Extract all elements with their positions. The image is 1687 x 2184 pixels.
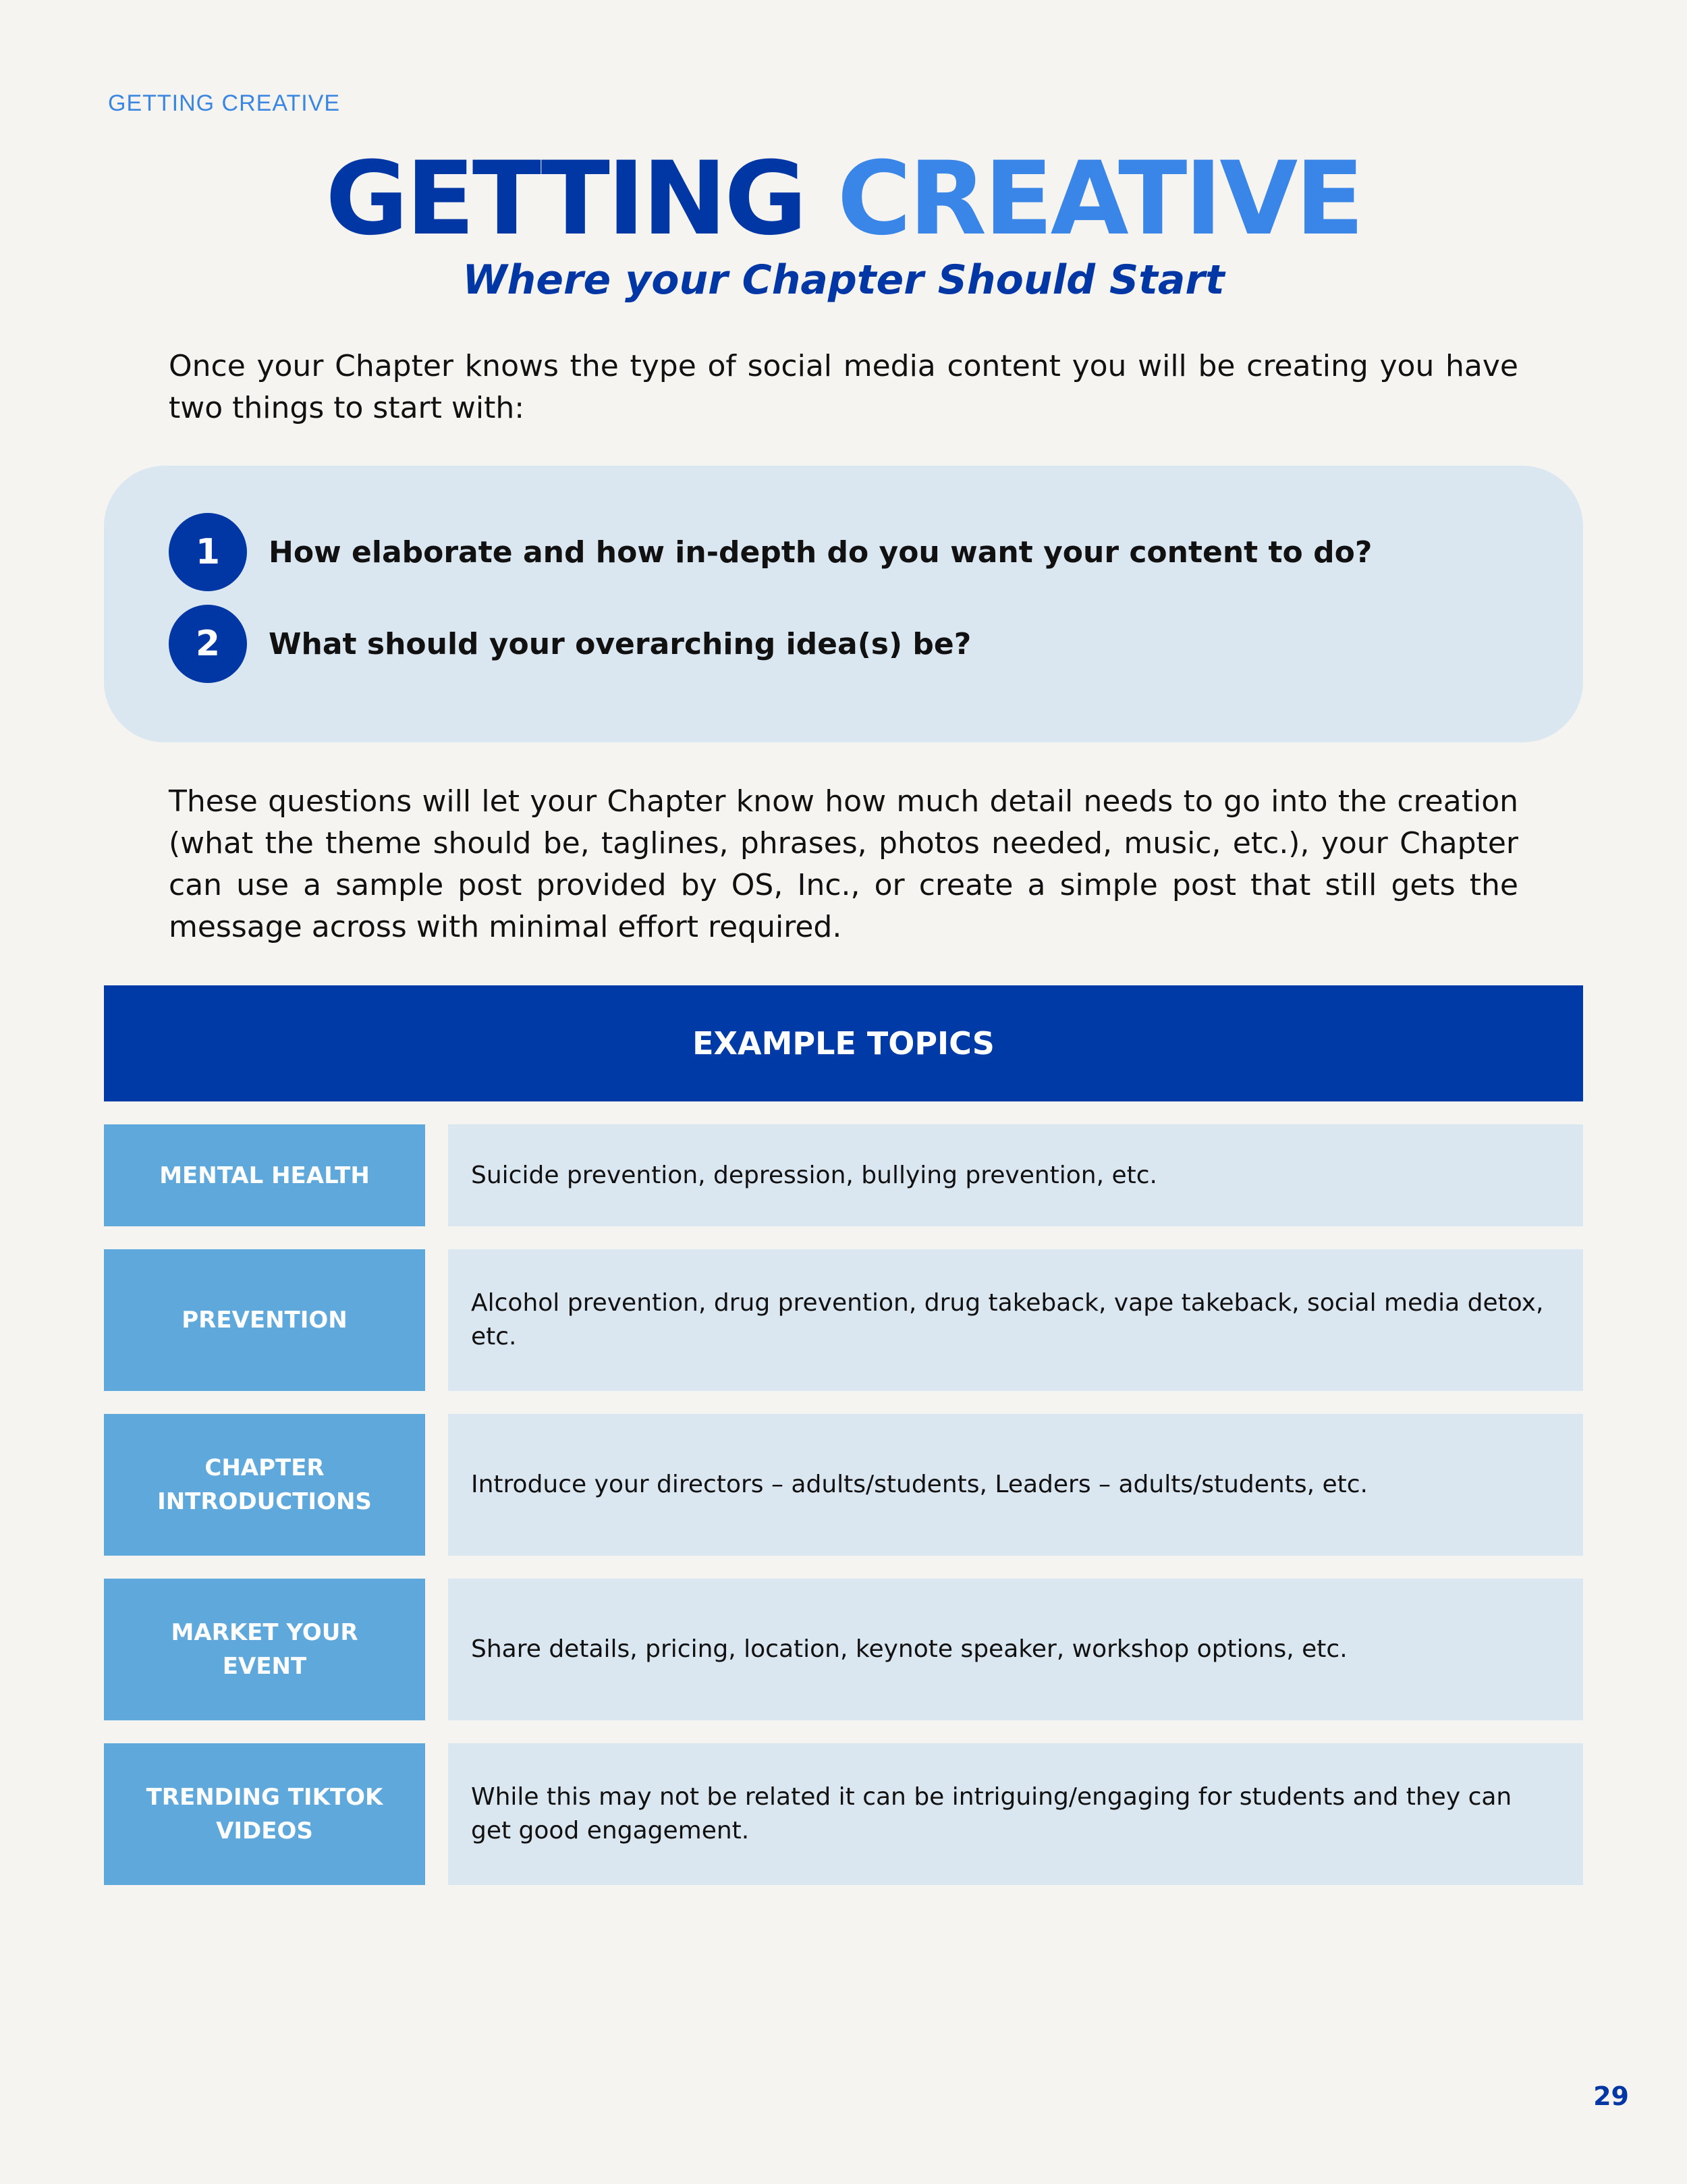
table-row: [104, 1579, 1583, 1720]
question-item: [169, 513, 1372, 591]
topic-label: MARKET YOUR EVENT: [104, 1579, 425, 1720]
topic-label: TRENDING TIKTOK VIDEOS: [104, 1743, 425, 1885]
title-part-1: GETTING: [325, 140, 805, 258]
title-part-2: CREATIVE: [837, 140, 1362, 258]
table-row: [104, 1249, 1583, 1391]
topic-description: Share details, pricing, location, keynote speaker, workshop options, etc.: [448, 1579, 1583, 1720]
topic-label: MENTAL HEALTH: [104, 1124, 425, 1226]
table-heading: EXAMPLE TOPICS: [104, 985, 1583, 1101]
question-item: [169, 605, 971, 683]
page-title: [0, 142, 1687, 256]
question-text: What should your overarching idea(s) be?: [269, 626, 972, 661]
topic-label: PREVENTION: [104, 1249, 425, 1391]
questions-panel: [104, 466, 1583, 742]
topic-description: Suicide prevention, depression, bullying prevention, etc.: [448, 1124, 1583, 1226]
question-text: How elaborate and how in-depth do you want your content to do?: [269, 535, 1373, 570]
page-number: 29: [1593, 2081, 1629, 2111]
running-header: GETTING CREATIVE: [108, 90, 341, 116]
explanation-paragraph: These questions will let your Chapter know how much detail needs to go into the creation (what the theme should be, taglines, phrases, photos needed, music, etc.), your Chapter can use a sample post provided by OS, Inc., or create a simple post that still gets the message across with minimal effort required.: [169, 784, 1518, 944]
topic-label: CHAPTER INTRODUCTIONS: [104, 1414, 425, 1556]
table-row: [104, 1743, 1583, 1885]
table-row: [104, 1414, 1583, 1556]
page-subtitle: Where your Chapter Should Start: [462, 256, 1225, 304]
table-row: [104, 1124, 1583, 1226]
question-number-badge: 1: [169, 513, 247, 591]
intro-paragraph: Once your Chapter knows the type of social media content you will be creating you have two things to start with:: [169, 349, 1518, 425]
topic-description: Alcohol prevention, drug prevention, drug takeback, vape takeback, social media detox, etc.: [448, 1249, 1583, 1391]
question-number-badge: 2: [169, 605, 247, 683]
topic-description: Introduce your directors – adults/students, Leaders – adults/students, etc.: [448, 1414, 1583, 1556]
topic-description: While this may not be related it can be intriguing/engaging for students and they can get good engagement.: [448, 1743, 1583, 1885]
